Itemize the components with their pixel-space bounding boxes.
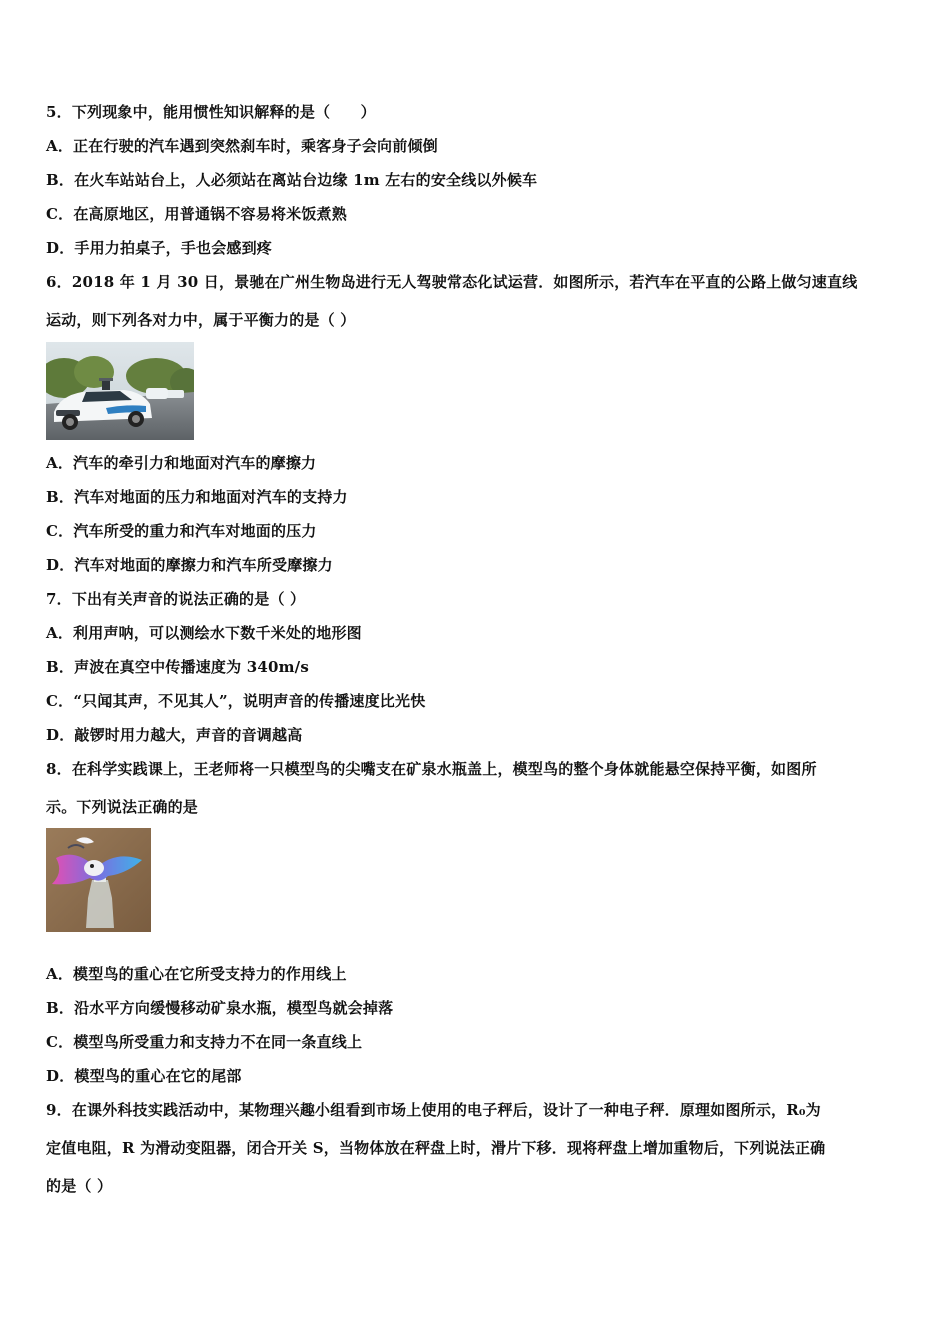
q9-stem-line3: 的是（ ） bbox=[46, 1177, 113, 1195]
model-bird-photo bbox=[46, 828, 151, 932]
q7-option-b: B．声波在真空中传播速度为 340m/s bbox=[46, 658, 310, 676]
q7-option-d: D．敲锣时用力越大，声音的音调越高 bbox=[46, 726, 303, 744]
q5-option-a: A．正在行驶的汽车遇到突然刹车时，乘客身子会向前倾倒 bbox=[46, 137, 438, 155]
q5-option-b: B．在火车站站台上，人必须站在离站台边缘 1m 左右的安全线以外候车 bbox=[46, 171, 538, 189]
q8-stem-line2: 示。下列说法正确的是 bbox=[46, 798, 199, 816]
q6-stem-line1: 6．2018 年 1 月 30 日，景驰在广州生物岛进行无人驾驶常态化试运营．如图所示，若汽车在平直的公路上做匀速直线 bbox=[46, 273, 858, 291]
q8-option-b: B．沿水平方向缓慢移动矿泉水瓶，模型鸟就会掉落 bbox=[46, 999, 394, 1017]
q9-stem-line2: 定值电阻，R 为滑动变阻器，闭合开关 S，当物体放在秤盘上时，滑片下移．现将秤盘上增加重物后，下列说法正确 bbox=[46, 1139, 826, 1157]
q6-option-c: C．汽车所受的重力和汽车对地面的压力 bbox=[46, 522, 317, 540]
q6-option-a: A．汽车的牵引力和地面对汽车的摩擦力 bbox=[46, 454, 317, 472]
q8-option-d: D．模型鸟的重心在它的尾部 bbox=[46, 1067, 242, 1085]
q6-option-d: D．汽车对地面的摩擦力和汽车所受摩擦力 bbox=[46, 556, 333, 574]
q5-stem: 5．下列现象中，能用惯性知识解释的是（ ） bbox=[46, 103, 376, 121]
q5-option-d: D．手用力拍桌子，手也会感到疼 bbox=[46, 239, 273, 257]
model-bird-illustration bbox=[46, 828, 151, 932]
car-illustration bbox=[46, 342, 194, 440]
q7-option-a: A．利用声呐，可以测绘水下数千米处的地形图 bbox=[46, 624, 362, 642]
q8-option-c: C．模型鸟所受重力和支持力不在同一条直线上 bbox=[46, 1033, 363, 1051]
q8-option-a: A．模型鸟的重心在它所受支持力的作用线上 bbox=[46, 965, 347, 983]
q8-stem-line1: 8．在科学实践课上，王老师将一只模型鸟的尖嘴支在矿泉水瓶盖上，模型鸟的整个身体就能悬空保持平衡，如图所 bbox=[46, 760, 817, 778]
q7-option-c: C．“只闻其声，不见其人”，说明声音的传播速度比光快 bbox=[46, 692, 426, 710]
q7-stem: 7．下出有关声音的说法正确的是（ ） bbox=[46, 590, 306, 608]
q5-option-c: C．在高原地区，用普通锅不容易将米饭煮熟 bbox=[46, 205, 347, 223]
q6-option-b: B．汽车对地面的压力和地面对汽车的支持力 bbox=[46, 488, 348, 506]
autonomous-car-photo bbox=[46, 342, 194, 440]
q6-stem-line2: 运动，则下列各对力中，属于平衡力的是（ ） bbox=[46, 311, 356, 329]
q9-stem-line1: 9．在课外科技实践活动中，某物理兴趣小组看到市场上使用的电子秤后，设计了一种电子秤．原理如图所示，R₀为 bbox=[46, 1101, 821, 1119]
